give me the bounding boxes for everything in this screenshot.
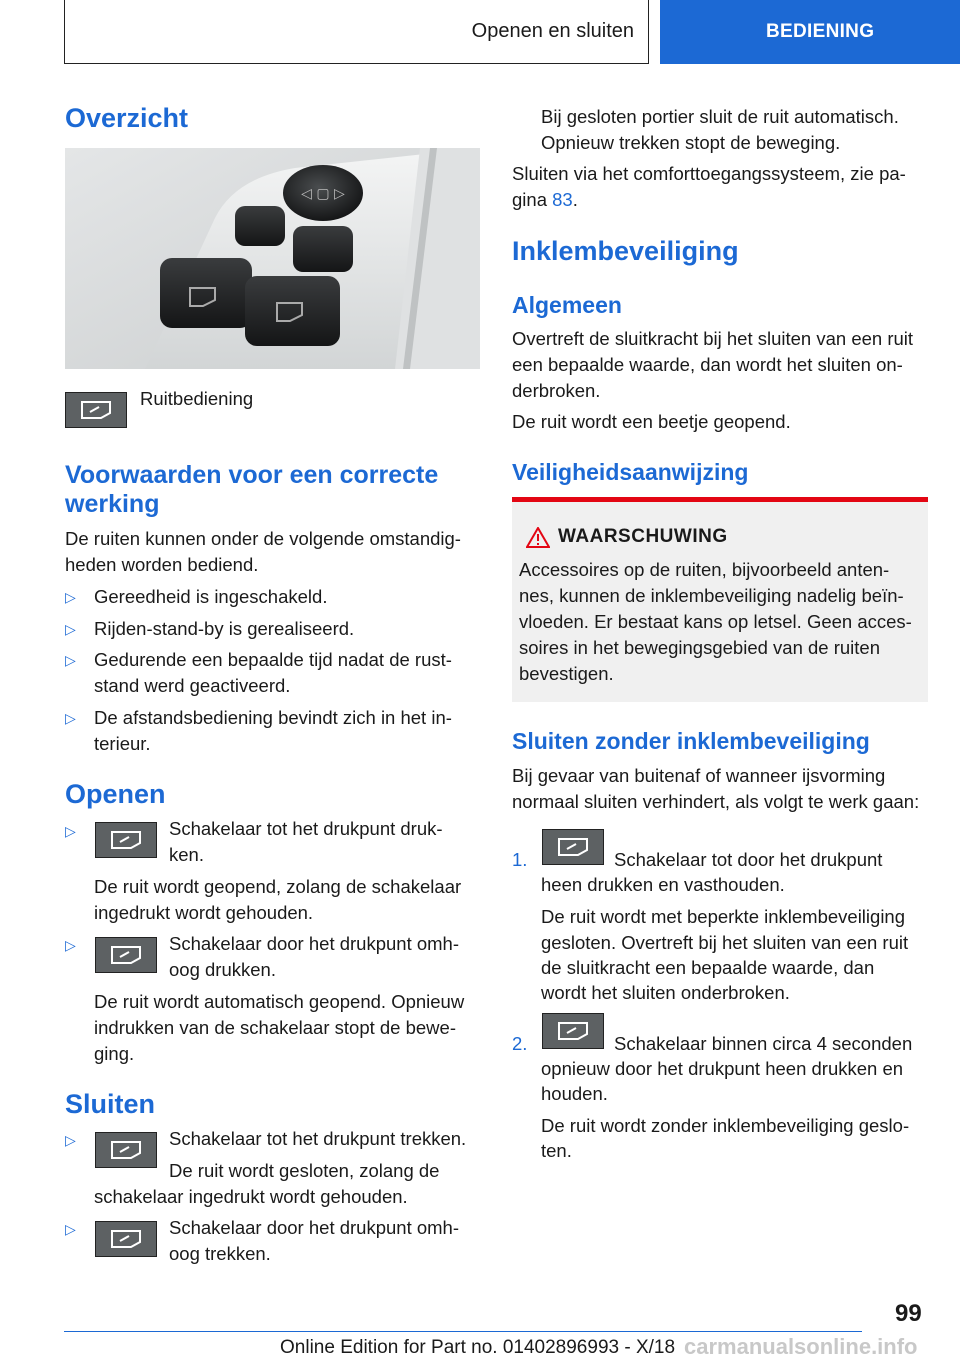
list-triangle-icon: ▷ xyxy=(65,937,76,953)
close1-text-a: Schakelaar tot het drukpunt trekken. xyxy=(169,1128,467,1149)
open1-text-b: ken. xyxy=(169,844,204,865)
warning-label: WAARSCHUWING xyxy=(558,526,728,547)
algemeen-text-1: Overtreft de sluitkracht bij het sluiten van een ruit xyxy=(512,328,914,349)
footer-divider xyxy=(64,1331,862,1332)
veiligheid-heading: Veiligheidsaanwijzing xyxy=(512,459,749,485)
warning-text-4: soires in het bewegingsgebied van de ruiten xyxy=(519,637,880,658)
algemeen-text-4: De ruit wordt een beetje geopend. xyxy=(512,411,791,432)
close2-text-b: oog trekken. xyxy=(169,1243,271,1264)
step1-text-a: Schakelaar tot door het drukpunt xyxy=(614,849,883,870)
open2-text-d: indrukken van de schakelaar stopt de bewe- xyxy=(94,1017,456,1038)
step2-text-d: De ruit wordt zonder inklembeveiliging geslo- xyxy=(541,1115,910,1136)
step1-text-e: de sluitkracht een bepaalde waarde, dan xyxy=(541,957,875,978)
list-triangle-icon: ▷ xyxy=(65,1221,76,1237)
step-number: 1. xyxy=(512,849,528,870)
algemeen-text-2: een bepaalde waarde, dan wordt het sluiten on- xyxy=(512,354,903,375)
step1-text-d: gesloten. Overtreft bij het sluiten van een ruit xyxy=(541,932,909,953)
image-caption: Ruitbediening xyxy=(140,388,254,409)
svg-text:◁ ▢ ▷: ◁ ▢ ▷ xyxy=(301,186,345,202)
condition-item: Gereedheid is ingeschakeld. xyxy=(94,586,328,607)
zonder-heading: Sluiten zonder inklembeveiliging xyxy=(512,728,870,754)
open2-text-b: oog drukken. xyxy=(169,959,276,980)
zonder-text-1: Bij gevaar van buitenaf of wanneer ijsvorming xyxy=(512,765,886,786)
warning-text-2: nes, kunnen de inklembeveiliging nadelig beïn- xyxy=(519,585,904,606)
algemeen-heading: Algemeen xyxy=(512,292,622,318)
list-triangle-icon: ▷ xyxy=(65,621,76,637)
list-triangle-icon: ▷ xyxy=(65,652,76,668)
warning-text-3: vloeden. Er bestaat kans op letsel. Geen acces- xyxy=(519,611,912,632)
close2-text-a: Schakelaar door het drukpunt omh- xyxy=(169,1217,460,1238)
zonder-text-2: normaal sluiten verhindert, als volgt te werk gaan: xyxy=(512,791,920,812)
open2-text-e: ging. xyxy=(94,1043,135,1064)
step1-text-f: wordt het sluiten onderbroken. xyxy=(541,982,790,1003)
condition-item: Gedurende een bepaalde tijd nadat de rust- xyxy=(94,649,452,670)
window-switch-icon xyxy=(542,1013,604,1049)
openen-heading: Openen xyxy=(65,779,166,809)
voorwaarden-intro-1: De ruiten kunnen onder de volgende omstandig- xyxy=(65,528,461,549)
step1-text-b: heen drukken en vasthouden. xyxy=(541,874,785,895)
step1-text-c: De ruit wordt met beperkte inklembeveiliging xyxy=(541,906,906,927)
comfort-text-2a: gina xyxy=(512,189,553,210)
page-number: 99 xyxy=(895,1300,922,1327)
cont-text-1: Bij gesloten portier sluit de ruit automatisch. xyxy=(541,106,899,127)
window-switch-icon xyxy=(542,829,604,865)
comfort-text-1: Sluiten via het comforttoegangssysteem, zie pa- xyxy=(512,163,906,184)
voorwaarden-intro-2: heden worden bediend. xyxy=(65,554,259,575)
list-triangle-icon: ▷ xyxy=(65,1132,76,1148)
comfort-text-2 xyxy=(512,187,578,213)
header-chapter xyxy=(660,0,960,64)
inklembeveiliging-heading: Inklembeveiliging xyxy=(512,236,739,266)
warning-triangle-icon xyxy=(526,527,550,548)
open1-text-c: De ruit wordt geopend, zolang de schakelaar xyxy=(94,876,462,897)
header-section-title: Openen en sluiten xyxy=(471,20,634,42)
sluiten-heading: Sluiten xyxy=(65,1089,156,1119)
warning-text-5: bevestigen. xyxy=(519,663,614,684)
page-link-83[interactable]: 83 xyxy=(552,189,573,210)
window-switch-icon xyxy=(95,1221,157,1257)
condition-item-cont: stand werd geactiveerd. xyxy=(94,675,291,696)
header-section xyxy=(64,0,649,64)
voorwaarden-heading-1: Voorwaarden voor een correcte xyxy=(65,461,439,489)
cont-text-2: Opnieuw trekken stopt de beweging. xyxy=(541,132,841,153)
warning-text-1: Accessoires op de ruiten, bijvoorbeeld anten- xyxy=(519,559,890,580)
condition-item: De afstandsbediening bevindt zich in het in- xyxy=(94,707,452,728)
watermark-text: carmanualsonline.info xyxy=(684,1334,918,1359)
close1-text-c: schakelaar ingedrukt wordt gehouden. xyxy=(94,1186,408,1207)
window-switch-panel-photo xyxy=(65,148,480,369)
condition-item-cont: terieur. xyxy=(94,733,151,754)
step2-text-a: Schakelaar binnen circa 4 seconden xyxy=(614,1033,913,1054)
list-triangle-icon: ▷ xyxy=(65,823,76,839)
step2-text-e: ten. xyxy=(541,1140,572,1161)
step-number: 2. xyxy=(512,1033,528,1054)
algemeen-text-3: derbroken. xyxy=(512,380,601,401)
list-triangle-icon: ▷ xyxy=(65,589,76,605)
window-switch-icon xyxy=(95,937,157,973)
edition-text: Online Edition for Part no. 01402896993 - X/18 xyxy=(280,1337,676,1358)
voorwaarden-heading-2: werking xyxy=(65,490,160,518)
list-triangle-icon: ▷ xyxy=(65,710,76,726)
open2-text-a: Schakelaar door het drukpunt omh- xyxy=(169,933,460,954)
window-switch-icon xyxy=(95,822,157,858)
open1-text-d: ingedrukt wordt gehouden. xyxy=(94,902,314,923)
condition-item: Rijden-stand-by is gerealiseerd. xyxy=(94,618,355,639)
window-switch-icon xyxy=(95,1132,157,1168)
step2-text-b: opnieuw door het drukpunt heen drukken en xyxy=(541,1058,904,1079)
window-switch-icon xyxy=(65,392,127,428)
header-chapter-title: BEDIENING xyxy=(766,21,875,42)
close1-text-b: De ruit wordt gesloten, zolang de xyxy=(169,1160,440,1181)
open1-text-a: Schakelaar tot het drukpunt druk- xyxy=(169,818,443,839)
warning-box xyxy=(512,497,928,702)
hand-pointer-icon xyxy=(233,20,259,48)
overzicht-heading: Overzicht xyxy=(65,103,189,133)
step2-text-c: houden. xyxy=(541,1083,608,1104)
open2-text-c: De ruit wordt automatisch geopend. Opnieuw xyxy=(94,991,465,1012)
comfort-text-2b: . xyxy=(572,189,578,210)
